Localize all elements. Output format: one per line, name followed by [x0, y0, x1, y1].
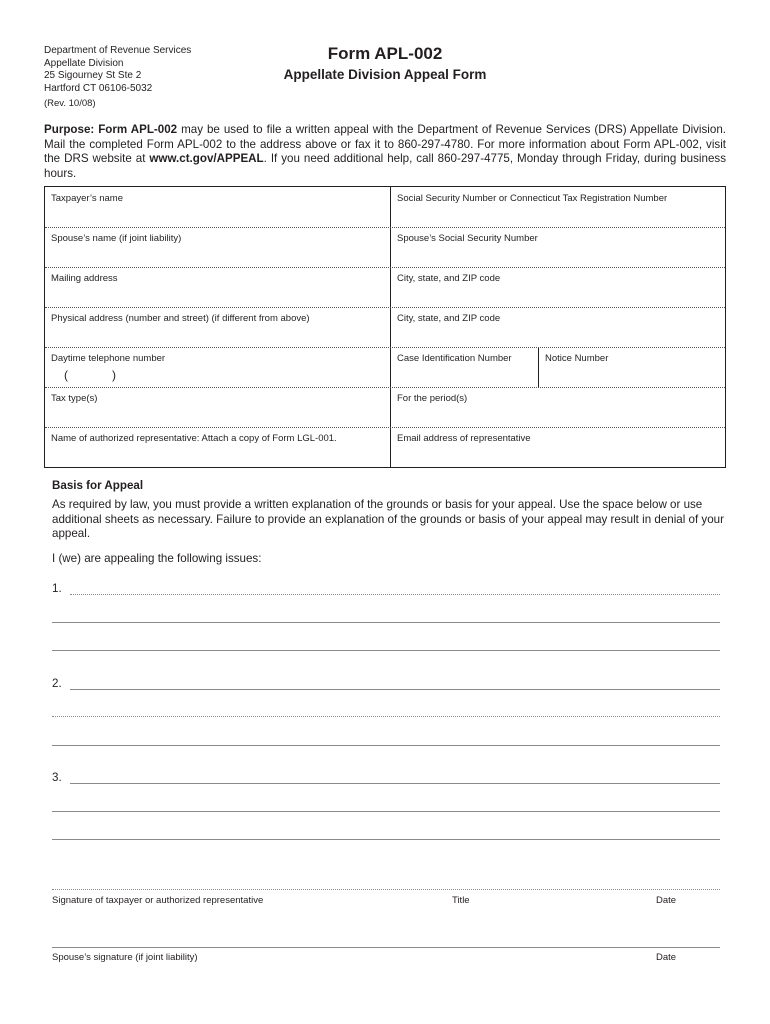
representative-name-label: Name of authorized representative: Attach a copy of Form LGL-001. — [51, 433, 337, 444]
date-label-1: Date — [656, 895, 677, 906]
physical-address-field[interactable] — [45, 307, 390, 347]
issue-1-line-1[interactable] — [70, 594, 720, 595]
issue-1-line-2[interactable] — [52, 622, 720, 623]
mailing-address-label: Mailing address — [51, 273, 118, 284]
issue-3-line-3[interactable] — [52, 839, 720, 840]
spouse-name-field[interactable] — [45, 227, 390, 267]
notice-number-field[interactable] — [539, 347, 725, 387]
physical-address-label: Physical address (number and street) (if different from above) — [51, 313, 310, 324]
basis-heading: Basis for Appeal — [52, 479, 144, 492]
mailing-address-field[interactable] — [45, 267, 390, 307]
form-title: Form APL-002 — [327, 44, 443, 63]
tax-period-label: For the period(s) — [397, 393, 468, 404]
agency-street: 25 Sigourney St Ste 2 — [44, 70, 142, 81]
issue-1-line-3[interactable] — [52, 650, 720, 651]
taxpayer-signature-label: Signature of taxpayer or authorized representative — [52, 895, 264, 906]
issue-2-line-3[interactable] — [52, 745, 720, 746]
tax-period-field[interactable] — [391, 387, 725, 427]
notice-number-label: Notice Number — [545, 353, 609, 364]
date-label-2: Date — [656, 952, 677, 963]
agency-name: Department of Revenue Services — [44, 45, 192, 56]
representative-name-field[interactable] — [45, 427, 390, 467]
physical-city-state-zip-field[interactable] — [391, 307, 725, 347]
spouse-signature-label: Spouse’s signature (if joint liability) — [52, 952, 198, 963]
purpose-label: Purpose: Form APL-002 — [44, 123, 178, 136]
mailing-city-state-zip-field[interactable] — [391, 267, 725, 307]
purpose-text-1: may be used to file a written appeal with the Department of Revenue Services (DRS) Appellate Division. Mail the completed Form APL-002 to the address above or fax it to 860-297-4780. For more information about Form APL-002, visit the DRS website at — [44, 123, 727, 165]
title-label: Title — [452, 895, 470, 906]
issue-3-number: 3. — [52, 771, 62, 784]
spouse-ssn-field[interactable] — [391, 227, 725, 267]
revision-date: (Rev. 10/08) — [44, 98, 96, 109]
issue-2-line-1[interactable] — [70, 689, 720, 690]
spouse-ssn-label: Spouse’s Social Security Number — [397, 233, 538, 244]
taxpayer-info-grid — [44, 186, 726, 468]
agency-city: Hartford CT 06106-5032 — [44, 82, 153, 94]
issue-2-line-2[interactable] — [52, 716, 720, 717]
basis-paragraph: As required by law, you must provide a written explanation of the grounds or basis for your appeal. Use the space below or use additional sheets as necessary. Failure to provide an explanation of the grounds or basis of your appeal may result in denial of your appeal. — [52, 498, 724, 540]
case-id-label: Case Identification Number — [397, 353, 512, 364]
taxpayer-signature-line[interactable] — [52, 889, 720, 890]
ssn-label: Social Security Number or Connecticut Tax Registration Number — [397, 193, 668, 204]
case-id-field[interactable] — [391, 347, 538, 387]
tax-types-label: Tax type(s) — [51, 393, 98, 404]
daytime-phone-field[interactable] — [45, 347, 390, 387]
drs-website-link[interactable]: www.ct.gov/APPEAL — [149, 152, 264, 165]
representative-email-label: Email address of representative — [397, 433, 531, 444]
mailing-city-state-zip-label: City, state, and ZIP code — [397, 273, 501, 284]
issue-3-line-2[interactable] — [52, 811, 720, 812]
purpose-text-2: . If you need additional help, call 860-297-4775, Monday through Friday, during business hours. — [44, 152, 726, 180]
issue-2-number: 2. — [52, 677, 62, 690]
spouse-name-label: Spouse’s name (if joint liability) — [51, 233, 182, 244]
form-subtitle: Appellate Division Appeal Form — [283, 67, 487, 82]
spouse-signature-line[interactable] — [52, 947, 720, 948]
ssn-field[interactable] — [391, 187, 725, 227]
agency-division: Appellate Division — [44, 57, 124, 69]
tax-types-field[interactable] — [45, 387, 390, 427]
daytime-phone-label: Daytime telephone number — [51, 353, 166, 364]
physical-city-state-zip-label: City, state, and ZIP code — [397, 313, 501, 324]
issue-1-number: 1. — [52, 582, 62, 595]
taxpayer-name-field[interactable] — [45, 187, 390, 227]
agency-address — [44, 45, 191, 95]
phone-area-open-paren: ( — [64, 368, 68, 382]
taxpayer-name-label: Taxpayer’s name — [51, 193, 123, 204]
issues-intro: I (we) are appealing the following issues: — [52, 552, 262, 565]
purpose-paragraph — [44, 123, 726, 181]
representative-email-field[interactable] — [391, 427, 725, 467]
issue-3-line-1[interactable] — [70, 783, 720, 784]
phone-area-close-paren: ) — [112, 368, 116, 382]
